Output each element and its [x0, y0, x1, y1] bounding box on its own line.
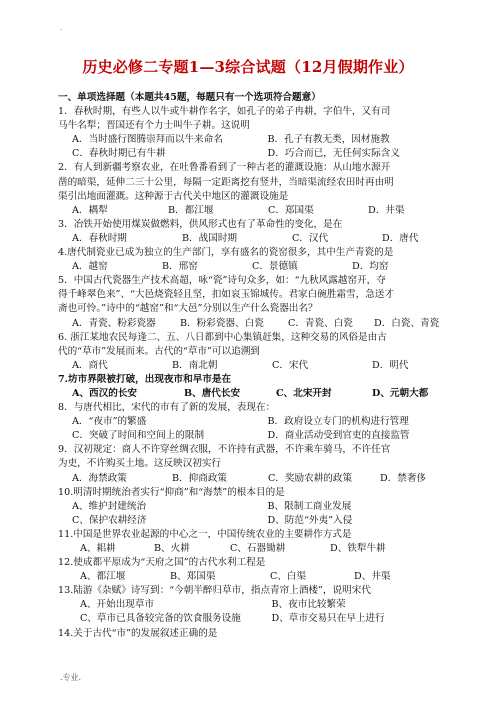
question-stem: 7.坊市界限被打破，出现夜市和早市是在: [58, 373, 232, 385]
option-a: A、开始出现草市: [80, 599, 155, 611]
option-row: [58, 147, 463, 161]
option-row: [58, 514, 463, 528]
option-c: C．郑国渠: [268, 204, 314, 216]
question-stem: 为吏，不许购买土地。这反映汉初实行: [58, 458, 222, 470]
option-a: A．“夜市”的繁盛: [72, 416, 147, 428]
question-stem: 10.明清时期统治者实行“抑商”和“海禁”的根本目的是: [58, 486, 285, 498]
option-a: A、都江堰: [80, 571, 126, 583]
option-d: D．商业活动受到官吏的直接监管: [267, 430, 410, 442]
question-stem: 4.唐代制瓷业已成为独立的生产部门，享有盛名的瓷窑很多，其中生产青瓷的是: [58, 247, 394, 259]
option-row: [58, 472, 463, 486]
question-11: [58, 528, 463, 556]
option-row: [58, 570, 463, 584]
option-a: A．越窑: [72, 261, 108, 273]
question-stem: 9．汉初规定：商人不许穿丝绸衣服，不许持有武器，不许乘车骑马，不许任官: [58, 444, 391, 456]
option-d: D、井渠: [354, 571, 391, 583]
option-b: B、限制工商业发展: [267, 500, 352, 512]
option-row: [58, 542, 463, 556]
option-c: C．春秋时期已有牛耕: [72, 148, 166, 160]
question-stem: 代的“草市”发展而来。古代的“草市”可以追溯到: [58, 345, 260, 357]
option-row: [58, 359, 463, 373]
option-row: [58, 429, 463, 443]
option-row: [58, 387, 463, 401]
question-stem: 8．与唐代相比，宋代的市有了新的发展，表现在：: [58, 402, 276, 414]
option-row: [58, 415, 463, 429]
option-c: C．汉代: [292, 232, 329, 244]
option-a: A．春秋时期: [72, 232, 127, 244]
question-4: [58, 246, 463, 274]
option-a: A．商代: [72, 359, 108, 371]
question-stem: 得千峰翠色来”、“大邑烧瓷轻且坚，扣如哀玉锦城传。君家白碗胜霜雪，急送才: [58, 289, 394, 301]
question-stem: 13.陆游《杂赋》诗写到：“今朝半醉归草市，指点青帘上酒楼”，说明宋代: [58, 585, 371, 597]
question-stem: 6. 浙江某地农民每逢二、五、八日都到中心集镇赶集，这种交易的风俗是由古: [58, 331, 387, 343]
question-stem: 凿的暗渠，延伸二三十公里，每隔一定距离挖有竖井，当暗渠流经农田时再由明: [58, 176, 394, 188]
option-c: C．宋代: [272, 359, 309, 371]
option-b: B、夜市比较繁荣: [271, 599, 346, 611]
option-c: C、白渠: [270, 571, 307, 583]
question-stem: 11.中国是世界农业起源的中心之一，中国传统农业的主要耕作方式是: [58, 528, 352, 540]
option-a: A．耦犁: [72, 204, 108, 216]
option-d: D、草市交易只在早上进行: [271, 613, 385, 625]
option-row: [58, 204, 463, 218]
option-b: B、郑国渠: [170, 571, 216, 583]
option-b: B．孔子有教无类，因材施教: [267, 134, 390, 146]
option-row: [58, 612, 463, 626]
page-title: 历史必修二专题1—3综合试题（12月假期作业）: [82, 58, 414, 76]
question-stem: 3．冶铁开始使用煤炭做燃料，供风形式也有了革命性的变化，是在: [58, 218, 343, 230]
question-stem: 1．春秋时期，有些人以牛或牛耕作名字，如孔子的弟子冉耕，字伯牛，又有司: [58, 106, 391, 118]
option-b: B．粉彩瓷器、白瓷: [180, 317, 264, 329]
option-b: B．战国时期: [182, 232, 238, 244]
question-stem: 渠引出地面灌溉。这种源于古代关中地区的灌溉设施是: [58, 190, 289, 202]
option-c: C、北宋开封: [276, 387, 332, 399]
header-mark: .: [60, 23, 63, 32]
question-stem: 斋也可怜。”诗中的“越窑”和“大邑”分别以生产什么瓷器出名？: [58, 303, 318, 315]
option-c: C、草市已具备较完备的饮食服务设施: [80, 613, 241, 625]
option-b: B．都江堰: [168, 204, 214, 216]
question-2: [58, 161, 463, 217]
option-row: [58, 232, 463, 246]
option-row: [58, 260, 463, 274]
question-8: [58, 401, 463, 443]
option-a: A．青瓷、粉彩瓷器: [72, 317, 156, 329]
option-d: D．井渠: [368, 204, 405, 216]
question-stem: 14.关于古代“市”的发展叙述正确的是: [58, 627, 218, 639]
footer-label: .专业.: [60, 673, 82, 682]
option-d: D．禁奢侈: [380, 472, 427, 484]
option-c: C．青瓷、白瓷: [288, 317, 353, 329]
option-row: [58, 317, 463, 331]
question-12: [58, 556, 463, 584]
question-5: [58, 274, 463, 330]
option-c: C、保护农耕经济: [72, 514, 147, 526]
option-b: B．南北朝: [172, 359, 218, 371]
option-a: A、西汉的长安: [72, 387, 138, 399]
option-c: C．景德镇: [252, 261, 298, 273]
question-9: [58, 443, 463, 485]
question-3: [58, 218, 463, 246]
option-c: C、石器锄耕: [230, 543, 286, 554]
question-stem: 12.使成都平原成为“天府之国”的古代水利工程是: [58, 557, 266, 569]
question-6: [58, 331, 463, 373]
option-row: [58, 500, 463, 514]
option-d: D．唐代: [382, 232, 419, 244]
option-d: D、防范“外夷”入侵: [267, 514, 353, 526]
option-a: A、维护封建统治: [72, 500, 147, 512]
option-c: C．突破了时间和空间上的限制: [72, 430, 205, 442]
option-d: D．均窑: [352, 261, 389, 273]
option-b: B．政府设立专门的机构进行管理: [267, 416, 409, 428]
question-14: [58, 627, 463, 641]
option-d: D．巧合而已，无任何实际含义: [267, 148, 400, 160]
option-row: [58, 598, 463, 612]
option-b: B、火耕: [154, 543, 190, 554]
option-b: B．抑商政策: [172, 472, 228, 484]
option-a: A、耜耕: [80, 543, 116, 554]
question-1: [58, 105, 463, 161]
option-row: [58, 133, 463, 147]
option-a: A．当时盛行图腾崇拜而以牛来命名: [72, 134, 223, 146]
option-b: B、唐代长安: [184, 387, 241, 399]
question-stem: 马牛名犁；晋国还有个力士叫牛子耕。这说明: [58, 120, 250, 132]
option-c: C．奖励农耕的政策: [268, 472, 353, 484]
question-13: [58, 584, 463, 626]
question-7: [58, 373, 463, 401]
option-d: D、铁犁牛耕: [330, 543, 386, 554]
question-stem: 5．中国古代瓷器生产技术高超，咏“瓷”诗句众多，如：“九秋风露越窑开，夺: [58, 275, 386, 287]
option-d: D．白瓷、青瓷: [374, 317, 440, 329]
document-body: [58, 91, 463, 641]
section-heading: 一、单项选择题（本题共45题，每题只有一个选项符合题意）: [58, 92, 321, 103]
option-a: A．海禁政策: [72, 472, 127, 484]
option-d: D．明代: [372, 359, 409, 371]
option-d: D、元朝大都: [372, 387, 429, 399]
option-b: B．邢窑: [162, 261, 198, 273]
question-stem: 2．有人到新疆考察农业，在吐鲁番看到了一种古老的灌溉设施：从山地水源开: [58, 162, 391, 174]
question-10: [58, 486, 463, 528]
